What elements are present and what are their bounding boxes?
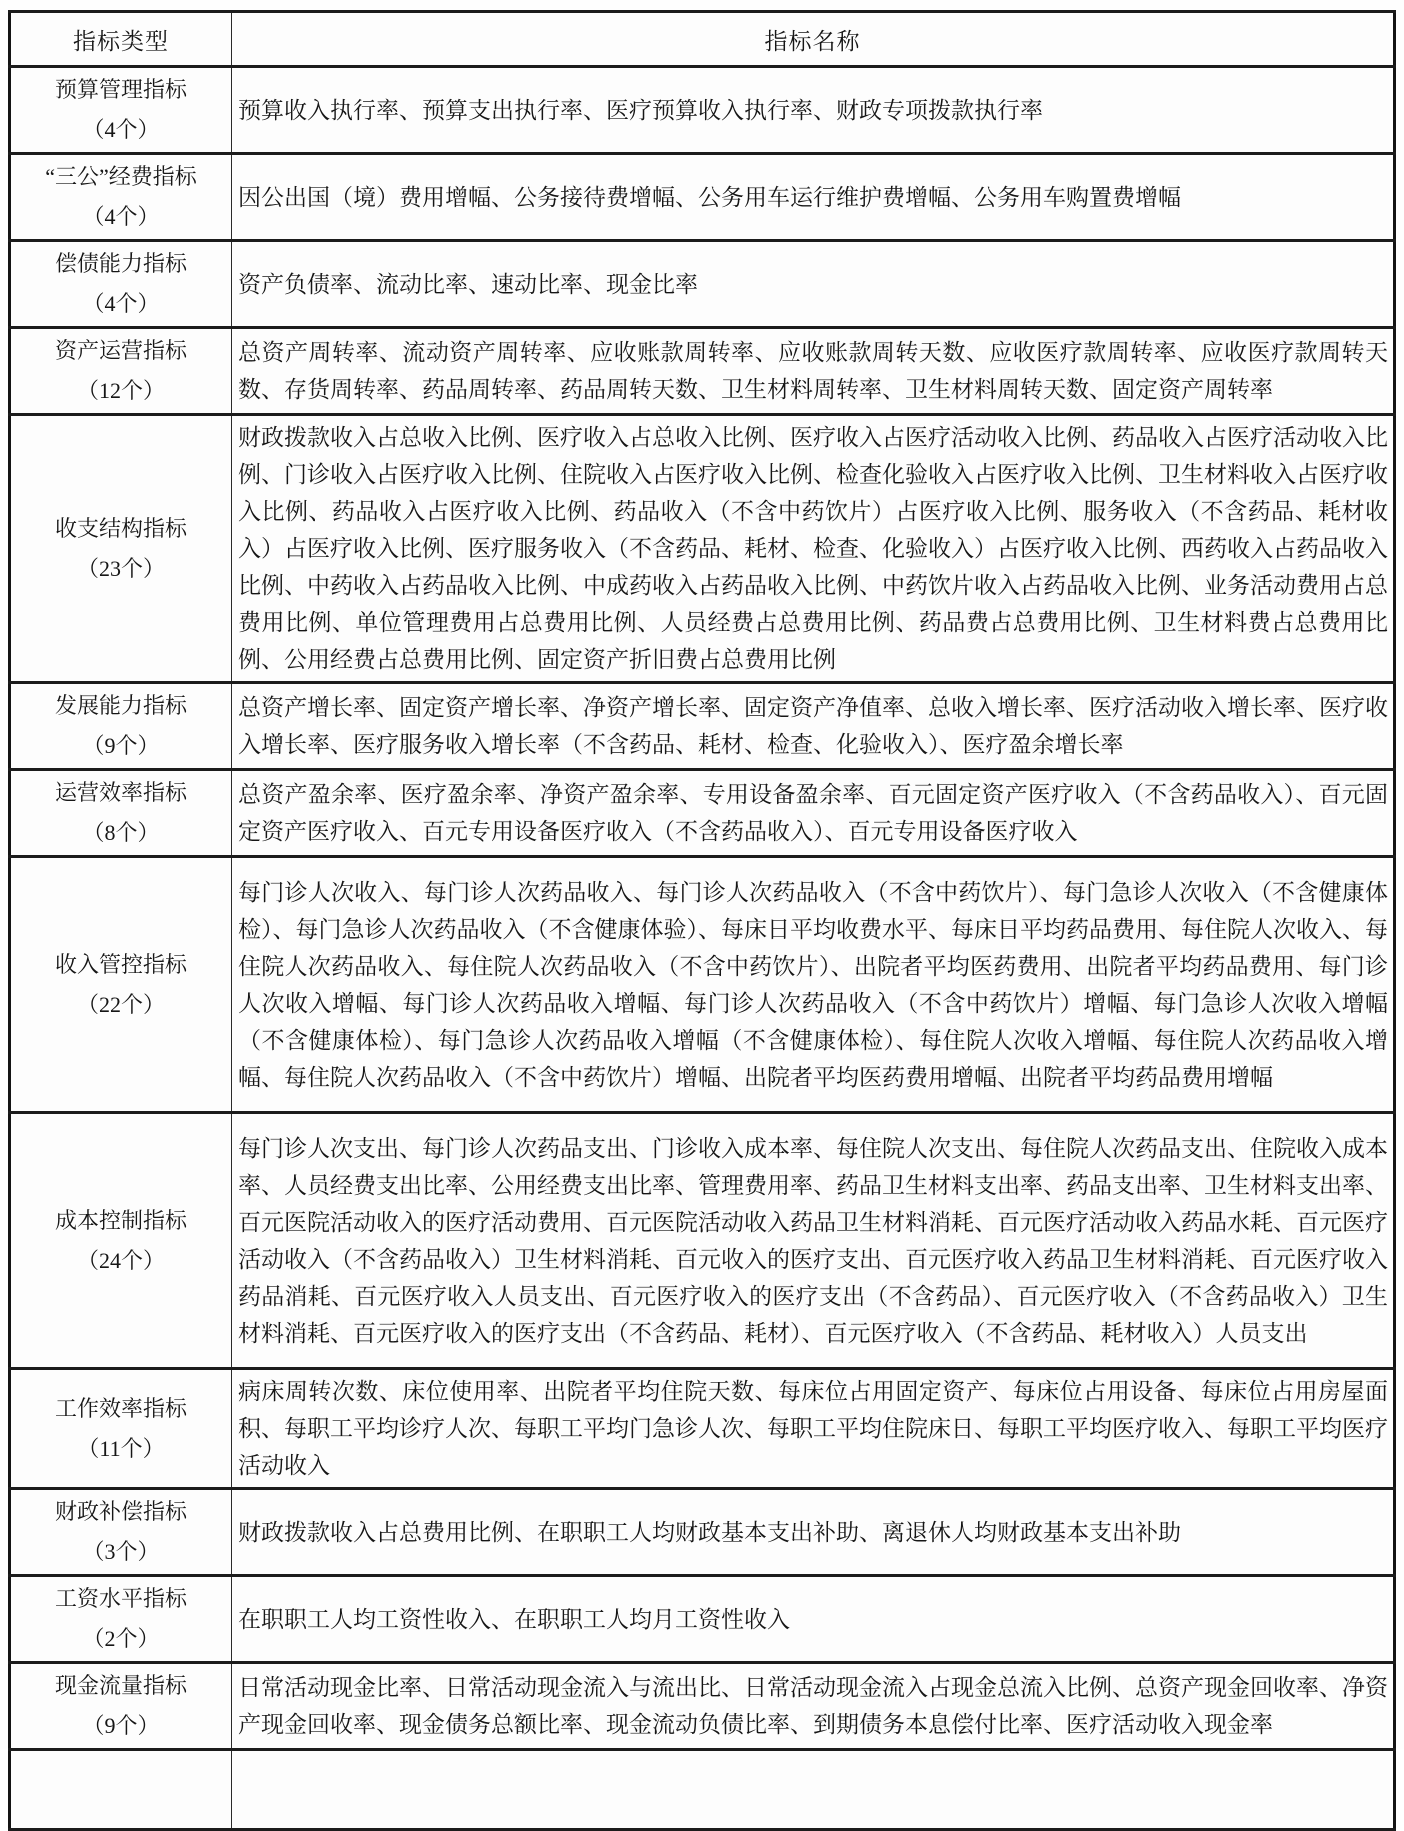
indicator-type-label: 运营效率指标 xyxy=(54,780,187,805)
indicator-type-label: 发展能力指标 xyxy=(54,693,187,718)
table-row xyxy=(10,1576,1395,1663)
indicator-type-label: 收支结构指标 xyxy=(54,515,187,541)
row-names-cell: 预算收入执行率、预算支出执行率、医疗预算收入执行率、财政专项拨款执行率 xyxy=(232,67,1395,154)
row-names-cell: 资产负债率、流动比率、速动比率、现金比率 xyxy=(232,241,1395,328)
row-names-cell: 总资产增长率、固定资产增长率、净资产增长率、固定资产净值率、总收入增长率、医疗活动收入增长率、医疗收入增长率、医疗服务收入增长率（不含药品、耗材、检查、化验收入）、医疗盈余增长率 xyxy=(232,683,1395,770)
indicator-count-label: （22个） xyxy=(76,991,165,1017)
row-type-cell xyxy=(10,154,232,241)
table-row xyxy=(10,1663,1395,1750)
table-row xyxy=(10,1113,1395,1369)
row-type-cell xyxy=(10,1113,232,1369)
row-names-cell: 因公出国（境）费用增幅、公务接待费增幅、公务用车运行维护费增幅、公务用车购置费增幅 xyxy=(232,154,1395,241)
row-type-cell xyxy=(10,241,232,328)
indicator-count-label: （2个） xyxy=(82,1626,160,1651)
indicator-type-label: 工作效率指标 xyxy=(54,1395,187,1421)
indicator-type-label: 收入管控指标 xyxy=(54,951,187,977)
indicator-count-label: （4个） xyxy=(82,204,160,229)
indicator-type-label: 成本控制指标 xyxy=(54,1207,187,1233)
indicator-count-label: （23个） xyxy=(76,555,165,581)
indicator-count-label: （4个） xyxy=(82,117,160,142)
table-header-row xyxy=(10,12,1395,67)
indicator-count-label: （3个） xyxy=(82,1539,160,1564)
row-names-cell: 财政拨款收入占总收入比例、医疗收入占总收入比例、医疗收入占医疗活动收入比例、药品收入占医疗活动收入比例、门诊收入占医疗收入比例、住院收入占医疗收入比例、检查化验收入占医疗收入比例、卫生材料收入占医疗收入比例、药品收入占医疗收入比例、药品收入（不含中药饮片）占医疗收入比例、服务收入（不含药品、耗材收入）占医疗收入比例、医疗服务收入（不含药品、耗材、检查、化验收入）占医疗收入比例、西药收入占药品收入比例、中药收入占药品收入比例、中成药收入占药品收入比例、中药饮片收入占药品收入比例、业务活动费用占总费用比例、单位管理费用占总费用比例、人员经费占总费用比例、药品费占总费用比例、卫生材料费占总费用比例、公用经费占总费用比例、固定资产折旧费占总费用比例 xyxy=(232,415,1395,683)
row-type-cell xyxy=(10,1369,232,1489)
row-type-cell xyxy=(10,67,232,154)
table-row xyxy=(10,415,1395,683)
row-names-cell: 总资产周转率、流动资产周转率、应收账款周转率、应收账款周转天数、应收医疗款周转率、应收医疗款周转天数、存货周转率、药品周转率、药品周转天数、卫生材料周转率、卫生材料周转天数、固定资产周转率 xyxy=(232,328,1395,415)
indicator-type-label: 财政补偿指标 xyxy=(54,1499,187,1524)
row-type-cell xyxy=(10,857,232,1113)
indicator-count-label: （24个） xyxy=(76,1247,165,1273)
header-indicator-names: 指标名称 xyxy=(232,12,1395,67)
table-row xyxy=(10,683,1395,770)
row-names-cell: 每门诊人次收入、每门诊人次药品收入、每门诊人次药品收入（不含中药饮片）、每门急诊人次收入（不含健康体检）、每门急诊人次药品收入（不含健康体验）、每床日平均收费水平、每床日平均药品费用、每住院人次收入、每住院人次药品收入、每住院人次药品收入（不含中药饮片）、出院者平均医药费用、出院者平均药品费用、每门诊人次收入增幅、每门诊人次药品收入增幅、每门诊人次药品收入（不含中药饮片）增幅、每门急诊人次收入增幅（不含健康体检）、每门急诊人次药品收入增幅（不含健康体检）、每住院人次收入增幅、每住院人次药品收入增幅、每住院人次药品收入（不含中药饮片）增幅、出院者平均医药费用增幅、出院者平均药品费用增幅 xyxy=(232,857,1395,1113)
row-type-cell xyxy=(10,1489,232,1576)
indicator-table xyxy=(8,10,1396,1831)
table-row xyxy=(10,1750,1395,1830)
table-row xyxy=(10,328,1395,415)
indicator-type-label: 资产运营指标 xyxy=(54,338,187,363)
table-row xyxy=(10,857,1395,1113)
indicator-type-label: “三公”经费指标 xyxy=(45,164,197,189)
row-names-cell: 财政拨款收入占总费用比例、在职职工人均财政基本支出补助、离退休人均财政基本支出补助 xyxy=(232,1489,1395,1576)
indicator-count-label: （4个） xyxy=(82,291,160,316)
table-row xyxy=(10,154,1395,241)
table-row xyxy=(10,1489,1395,1576)
header-indicator-type: 指标类型 xyxy=(10,12,232,67)
row-names-cell: 病床周转次数、床位使用率、出院者平均住院天数、每床位占用固定资产、每床位占用设备、每床位占用房屋面积、每职工平均诊疗人次、每职工平均门急诊人次、每职工平均住院床日、每职工平均医疗收入、每职工平均医疗活动收入 xyxy=(232,1369,1395,1489)
row-type-cell xyxy=(10,328,232,415)
indicator-count-label: （9个） xyxy=(82,733,160,758)
indicator-count-label: （9个） xyxy=(82,1713,160,1738)
row-type-cell xyxy=(10,1576,232,1663)
indicator-count-label: （11个） xyxy=(77,1435,165,1461)
table-row xyxy=(10,1369,1395,1489)
indicator-type-label: 工资水平指标 xyxy=(54,1586,187,1611)
row-names-cell: 总资产盈余率、医疗盈余率、净资产盈余率、专用设备盈余率、百元固定资产医疗收入（不含药品收入）、百元固定资产医疗收入、百元专用设备医疗收入（不含药品收入）、百元专用设备医疗收入 xyxy=(232,770,1395,857)
indicator-type-label: 预算管理指标 xyxy=(54,77,187,102)
row-names-cell: 每门诊人次支出、每门诊人次药品支出、门诊收入成本率、每住院人次支出、每住院人次药品支出、住院收入成本率、人员经费支出比率、公用经费支出比率、管理费用率、药品卫生材料支出率、药品支出率、卫生材料支出率、百元医院活动收入的医疗活动费用、百元医院活动收入药品卫生材料消耗、百元医疗活动收入药品水耗、百元医疗活动收入（不含药品收入）卫生材料消耗、百元收入的医疗支出、百元医疗收入药品卫生材料消耗、百元医疗收入药品消耗、百元医疗收入人员支出、百元医疗收入的医疗支出（不含药品）、百元医疗收入（不含药品收入）卫生材料消耗、百元医疗收入的医疗支出（不含药品、耗材）、百元医疗收入（不含药品、耗材收入）人员支出 xyxy=(232,1113,1395,1369)
row-type-cell xyxy=(10,1663,232,1750)
row-type-cell xyxy=(10,415,232,683)
row-type-cell xyxy=(10,683,232,770)
table-row xyxy=(10,241,1395,328)
row-type-cell xyxy=(10,1750,232,1830)
row-names-cell: 在职职工人均工资性收入、在职职工人均月工资性收入 xyxy=(232,1576,1395,1663)
row-names-cell xyxy=(232,1750,1395,1830)
indicator-type-label: 偿债能力指标 xyxy=(54,251,187,276)
indicator-count-label: （12个） xyxy=(76,378,165,403)
row-type-cell xyxy=(10,770,232,857)
table-row xyxy=(10,67,1395,154)
row-names-cell: 日常活动现金比率、日常活动现金流入与流出比、日常活动现金流入占现金总流入比例、总资产现金回收率、净资产现金回收率、现金债务总额比率、现金流动负债比率、到期债务本息偿付比率、医疗活动收入现金率 xyxy=(232,1663,1395,1750)
indicator-count-label: （8个） xyxy=(82,820,160,845)
table-row xyxy=(10,770,1395,857)
indicator-type-label: 现金流量指标 xyxy=(54,1673,187,1698)
